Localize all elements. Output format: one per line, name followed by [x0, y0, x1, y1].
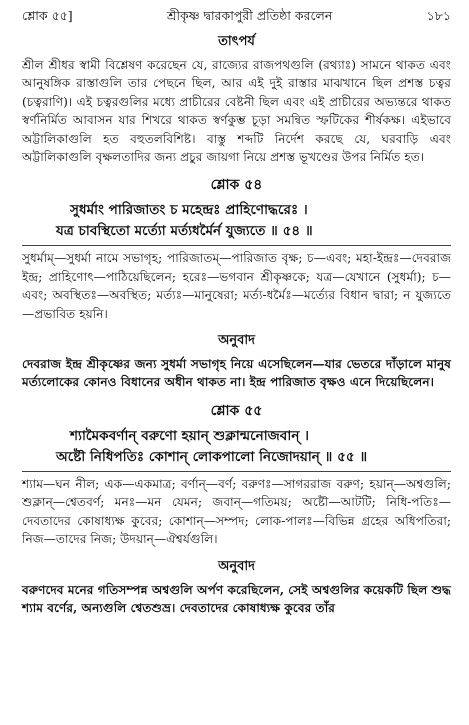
verse-54-title: শ্লোক ৫৪ [210, 177, 263, 194]
verse-54-translation: দেবরাজ ইন্দ্র শ্রীকৃষ্ণের জন্য সুধর্মা সভাগৃহ নিয়ে এসেছিলেন—যার ভেতরে দাঁড়ালে মানুষ মর্ত্যলোকের কোনও বিধানের অধীন থাকত না। ইন্দ্র পারিজাত বৃক্ষও এনে দিয়েছিলেন। [22, 357, 451, 390]
purport-heading: তাৎপর্য [218, 34, 255, 49]
running-header [22, 8, 451, 24]
verse-54-text [22, 200, 451, 242]
verse-54-line-2: যত্র চাবস্থিতো মর্ত্যো মর্ত্যধর্মৈর্ন যুজ্যতে ॥ ৫৪ ॥ [56, 223, 313, 240]
verse-55-translation: বরুণদেব মনের গতিসম্পন্ন অশ্বগুলি অর্পণ করেছিলেন, সেই অশ্বগুলির কয়েকটি ছিল শুদ্ধ শ্যাম বর্ণের, অন্যগুলি শ্বেতশুভ্র। দেবতাদের কোষাধ্যক্ষ কুবের তাঁর [22, 582, 451, 615]
verse-54-synonyms: সুধর্মাম্—সুধর্মা নামে সভাগৃহ; পারিজাতম্—পারিজাত বৃক্ষ; চ—এবং; মহা-ইন্দ্রঃ—দেবরাজ ইন্দ্র; প্রাহিণোৎ—পাঠিয়েছিলেন; হরেঃ—ভগবান শ্রীকৃষ্ণকে; যত্র—যেখানে (সুধর্মা); চ—এবং; অবস্থিতঃ—অবস্থিত; মর্ত্যঃ—মানুষেরা; মর্ত্য-ধর্মৈঃ—মর্ত্যের বিধান দ্বারা; ন যুজ্যতে—প্রভাবিত হয়নি। [22, 251, 451, 321]
verse-54-line-1: সুধর্মাং পারিজাতং চ মহেন্দ্রঃ প্রাহিণোদ্ধরেঃ । [70, 202, 308, 219]
verse-55-line-1: শ্যামৈকবর্ণান্ বরুণো হয়ান্ শুক্লান্মনোজবান্ । [70, 427, 310, 444]
verse-55-text [22, 426, 451, 468]
header-page-number: ১৮১ [426, 8, 451, 23]
verse-55-synonyms: শ্যাম—ঘন নীল; এক—একমাত্র; বর্ণান্—বর্ণ; বরুণঃ—সাগররাজ বরুণ; হয়ান্—অশ্বগুলি; শুক্লান্—শ্বেতবর্ণ; মনঃ—মন যেমন; জবান্—গতিময়; অষ্টৌ—আটটি; নিধি-পতিঃ—দেবতাদের কোষাধ্যক্ষ কুবের; কোশান্—সম্পদ; লোক-পালঃ—বিভিন্ন গ্রহের অধিপতিরা; নিজ—তাদের নিজ; উদয়ান্—ঐশ্বর্যগুলি। [22, 476, 451, 547]
verse-55-translation-heading: অনুবাদ [218, 558, 255, 574]
purport-text: শ্রীল শ্রীধর স্বামী বিশ্লেষণ করেছেন যে, রাজ্যের রাজপথগুলি (রথ্যাঃ) সামনে থাকত এবং আনুষঙ্গিক রাস্তাগুলি তার পেছনে ছিল, আর এই দুই রাস্তার মাঝখানে ছিল প্রশস্ত চত্বর (চত্বরাণি)। এই চত্বরগুলির মধ্যে প্রাচীরের বেষ্টনী ছিল এবং এই প্রাচীরের অভ্যন্তরে থাকত স্বর্ণনির্মিত আবাসন যার শিখরে থাকত স্বর্ণকুম্ভ চূড়া সমন্বিত স্ফটিকের শীর্ষকক্ষ। এইভাবে অট্টালিকাগুলি হত বহুতলবিশিষ্ট। বাস্তু শব্দটি নির্দেশ করছে যে, ঘরবাড়ি এবং অট্টালিকাগুলি বৃক্ষলতাদির জন্য প্রচুর জায়গা নিয়ে প্রশস্ত ভূখণ্ডের উপর নির্মিত হত। [22, 58, 451, 165]
header-chapter-title: শ্রীকৃষ্ণ দ্বারকাপুরী প্রতিষ্ঠা করলেন [167, 8, 333, 23]
verse-54-translation-heading: অনুবাদ [218, 333, 255, 349]
verse-55-title: শ্লোক ৫৫ [210, 402, 263, 419]
verse-55-line-2: অষ্টৌ নিধিপতিঃ কোশান্ লোকপালো নিজোদয়ান্ ॥ ৫৫ ॥ [56, 448, 368, 465]
divider [22, 245, 451, 246]
divider [22, 471, 451, 472]
header-verse-ref: শ্লোক ৫৫] [22, 8, 73, 23]
